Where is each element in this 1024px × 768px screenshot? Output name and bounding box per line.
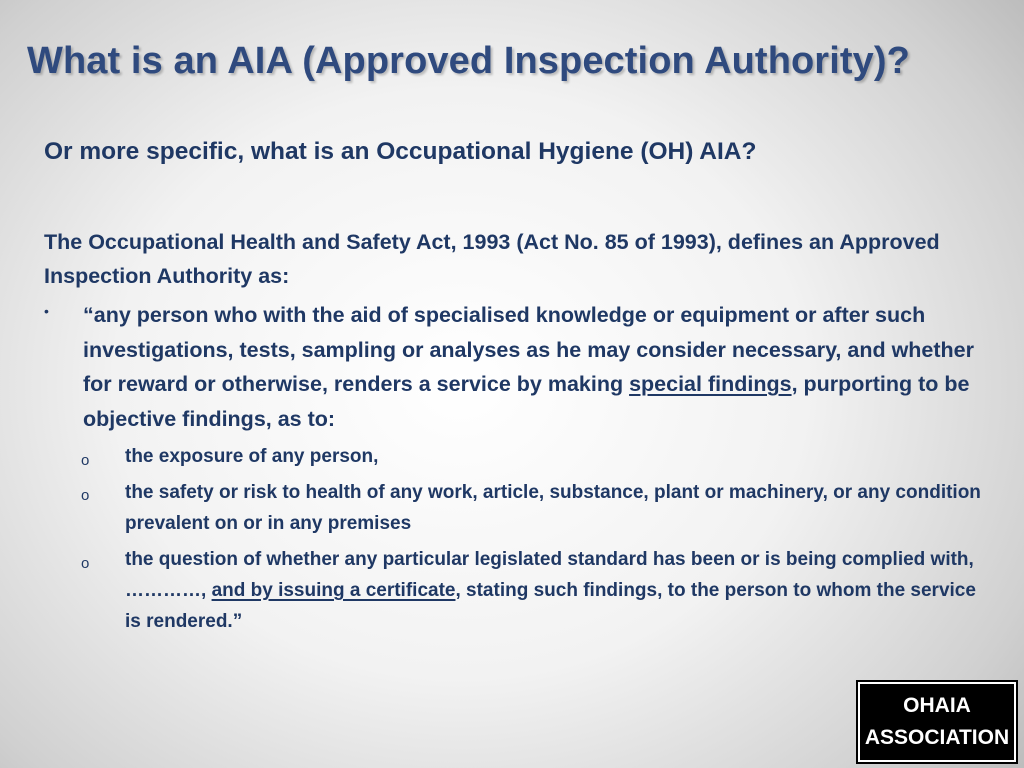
quote-text-start: “any person who with the aid of specialised knowledge or equipment or after such investigations, tests, sampling or analyses as he may consider necessary, and whether for reward or otherwise, renders a service by making <box>83 303 975 396</box>
sub-item: the exposure of any person, <box>125 446 379 467</box>
definition-quote <box>83 298 988 436</box>
sub-item-text-end: , stating such findings, to the person to whom the service is rendered.” <box>125 580 976 632</box>
logo-line-1: OHAIA <box>903 694 971 717</box>
sub-item <box>125 544 995 637</box>
sub-bullet-icon: o <box>81 555 90 572</box>
intro-paragraph: The Occupational Health and Safety Act, 1993 (Act No. 85 of 1993), defines an Approved Inspection Authority as: <box>44 230 940 288</box>
sub-bullet-icon: o <box>81 452 90 469</box>
ohaia-association-logo <box>858 682 1016 762</box>
sub-item: the safety or risk to health of any work, article, substance, plant or machinery, or any condition prevalent on or in any premises <box>125 482 981 534</box>
quote-text-end: , purporting to be objective findings, as to: <box>83 372 970 431</box>
sub-item-underlined-text: and by issuing a certificate <box>211 580 456 601</box>
quote-underlined-text: special findings <box>629 372 792 396</box>
sub-bullet-icon: o <box>81 487 90 504</box>
sub-item-text-start: the question of whether any particular legislated standard has been or is being complied with, …………, <box>125 549 974 601</box>
logo-line-2: ASSOCIATION <box>864 726 1010 749</box>
slide-title: What is an AIA (Approved Inspection Authority)? <box>27 40 910 82</box>
bullet-icon: • <box>44 303 49 319</box>
slide-subtitle: Or more specific, what is an Occupational Hygiene (OH) AIA? <box>44 138 757 165</box>
